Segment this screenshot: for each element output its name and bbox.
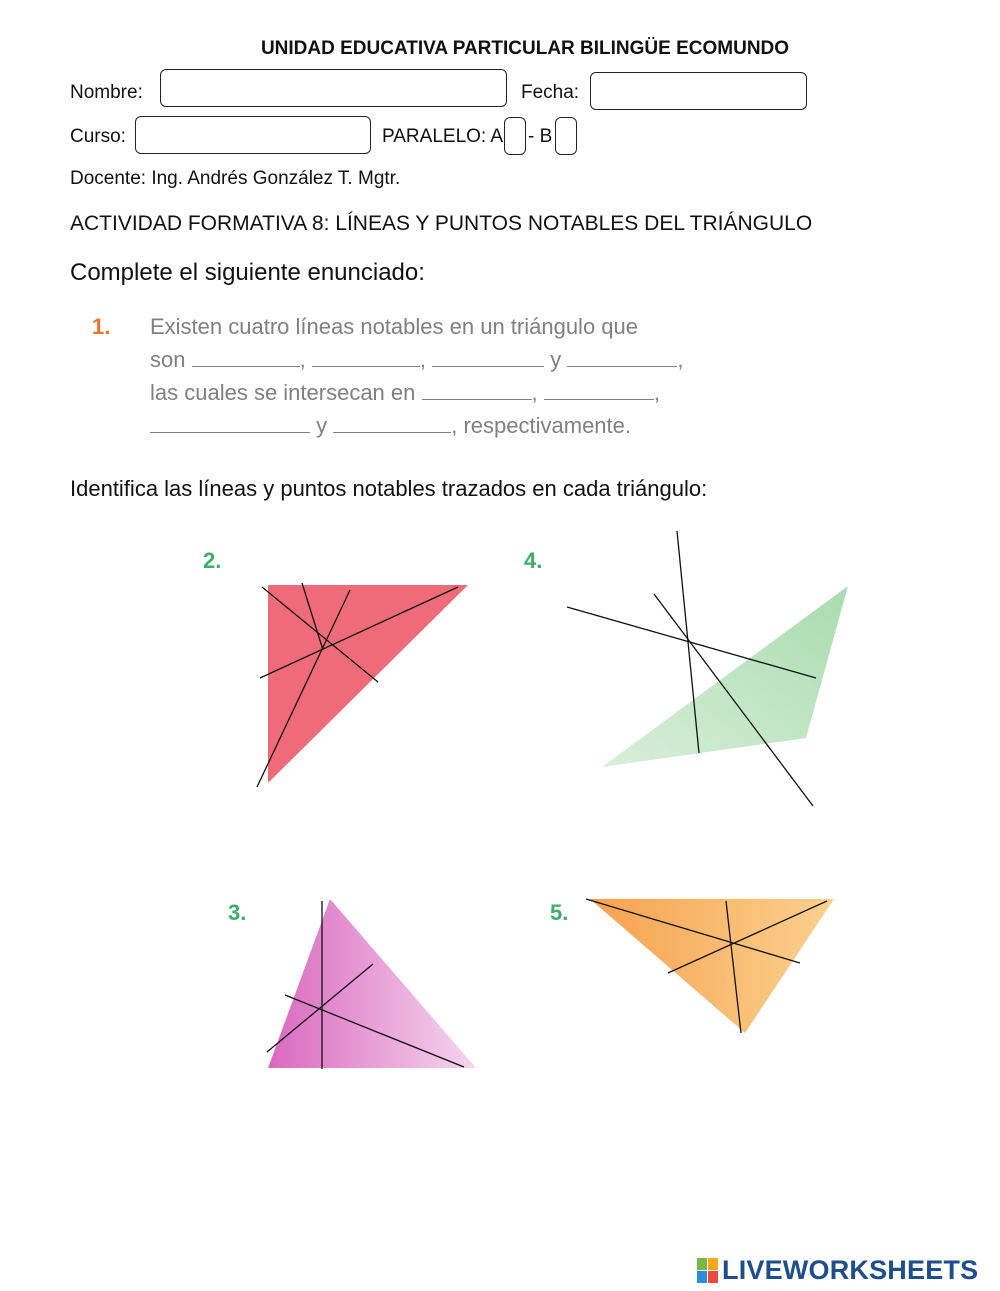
question-text: , respectivamente. xyxy=(451,413,631,438)
fecha-label: Fecha: xyxy=(521,82,580,103)
comma: , xyxy=(419,347,426,372)
figure-number-3: 3. xyxy=(228,900,247,925)
instruction-complete: Complete el siguiente enunciado: xyxy=(70,259,425,286)
paralelo-label: PARALELO: A xyxy=(382,126,504,147)
docente-label: Docente: Ing. Andrés González T. Mgtr. xyxy=(70,168,401,189)
figure-number-2: 2. xyxy=(203,548,222,573)
figure-number-5: 5. xyxy=(550,900,569,925)
liveworksheets-brand: LIVEWORKSHEETS xyxy=(722,1255,979,1285)
question-line-1: Existen cuatro líneas notables en un triángulo que xyxy=(150,314,638,339)
comma: , xyxy=(531,380,538,405)
curso-label: Curso: xyxy=(70,126,126,147)
nombre-label: Nombre: xyxy=(70,82,143,103)
triangle-5-shape xyxy=(590,899,834,1033)
question-number: 1. xyxy=(92,314,111,339)
school-name: UNIDAD EDUCATIVA PARTICULAR BILINGÜE ECOMUNDO xyxy=(260,38,790,59)
triangle-3-shape xyxy=(268,899,476,1068)
triangle-2 xyxy=(257,583,468,787)
question-text: las cuales se intersecan en xyxy=(150,380,416,405)
activity-title: ACTIVIDAD FORMATIVA 8: LÍNEAS Y PUNTOS NOTABLES DEL TRIÁNGULO xyxy=(70,212,813,235)
triangle-5 xyxy=(586,899,834,1033)
instruction-identify: Identifica las líneas y puntos notables trazados en cada triángulo: xyxy=(70,476,708,501)
triangle-3 xyxy=(267,899,476,1069)
comma: , xyxy=(653,380,660,405)
figure-number-4: 4. xyxy=(524,548,543,573)
triangle-4 xyxy=(567,531,848,806)
paralelo-separator: - B xyxy=(528,126,553,147)
triangle-2-shape xyxy=(268,585,468,783)
liveworksheets-logo-icon xyxy=(697,1258,719,1284)
conjunction-y: y xyxy=(550,347,562,372)
comma: , xyxy=(299,347,306,372)
comma: , xyxy=(677,347,684,372)
conjunction-y: y xyxy=(316,413,328,438)
question-text: son xyxy=(150,347,186,372)
